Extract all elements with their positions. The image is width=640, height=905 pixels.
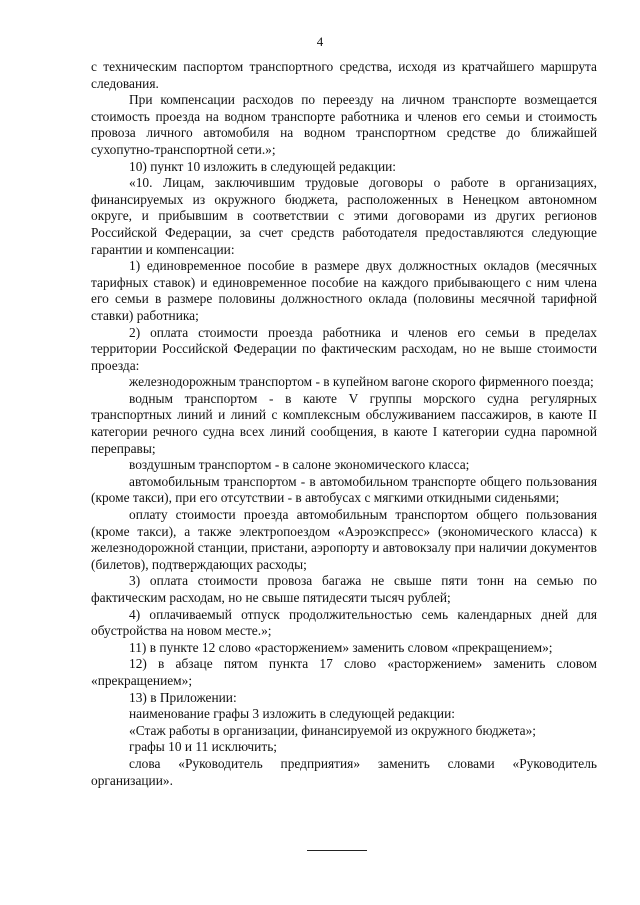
page-number: 4 (316, 34, 324, 49)
paragraph: оплату стоимости проезда автомобильным транспортом общего пользования (кроме такси), а также электропоездом «Аэроэкспресс» (экономического класса) к железнодорожной станции, пристани, аэропорту и автовокзалу при наличии документов (билетов), подтверждающих расходы; (91, 507, 597, 572)
paragraph: 3) оплата стоимости провоза багажа не свыше пяти тонн на семью по фактическим расходам, но не свыше пятидесяти тысяч рублей; (91, 573, 597, 605)
paragraph: «10. Лицам, заключившим трудовые договоры о работе в организациях, финансируемых из окружного бюджета, расположенных в Ненецком автономном округе, и прибывшим в соответствии с этими договорами из других регионов Российской Федерации, за счет средств работодателя предоставляются следующие гарантии и компенсации: (91, 175, 597, 257)
paragraph: При компенсации расходов по переезду на личном транспорте возмещается стоимость проезда на водном транспорте работника и членов его семьи и стоимость провоза личного автомобиля на водном транспортном средстве до ближайшей сухопутно-транспортной сети.»; (91, 92, 597, 157)
paragraph: 1) единовременное пособие в размере двух должностных окладов (месячных тарифных ставок) и единовременное пособие на каждого прибывающего с ним члена его семьи в размере половины должностного оклада (половины месячной тарифной ставки) работника; (91, 258, 597, 323)
paragraph: воздушным транспортом - в салоне экономического класса; (129, 457, 470, 473)
document-body (91, 59, 597, 789)
paragraph: с техническим паспортом транспортного средства, исходя из кратчайшего маршрута следования. (91, 59, 597, 91)
paragraph: автомобильным транспортом - в автомобильном транспорте общего пользования (кроме такси), при его отсутствии - в автобусах с мягкими откидными сиденьями; (91, 473, 597, 506)
paragraph: 13) в Приложении: (129, 689, 237, 705)
paragraph: водным транспортом - в каюте V группы морского судна регулярных транспортных линий и линий с комплексным обслуживанием пассажиров, в каюте II категории речного судна всех линий сообщения, в каюте I категории судна паромной переправы; (91, 390, 597, 456)
paragraph: 2) оплата стоимости проезда работника и членов его семьи в пределах территории Российской Федерации по фактическим расходам, но не выше стоимости проезда: (91, 324, 597, 373)
paragraph: 12) в абзаце пятом пункта 17 слово «расторжением» заменить словом «прекращением»; (91, 656, 597, 688)
paragraph: наименование графы 3 изложить в следующей редакции: (129, 706, 455, 722)
paragraph: графы 10 и 11 исключить; (129, 739, 278, 755)
paragraph: слова «Руководитель предприятия» заменить словами «Руководитель организации». (91, 755, 597, 788)
paragraph: железнодорожным транспортом - в купейном вагоне скорого фирменного поезда; (129, 374, 594, 390)
paragraph: 4) оплачиваемый отпуск продолжительностью семь календарных дней для обустройства на новом месте.»; (91, 606, 597, 639)
paragraph: 11) в пункте 12 слово «расторжением» заменить словом «прекращением»; (129, 639, 553, 655)
paragraph: 10) пункт 10 изложить в следующей редакции: (129, 158, 397, 174)
footer-divider (307, 850, 367, 851)
paragraph: «Стаж работы в организации, финансируемой из окружного бюджета»; (129, 722, 537, 738)
